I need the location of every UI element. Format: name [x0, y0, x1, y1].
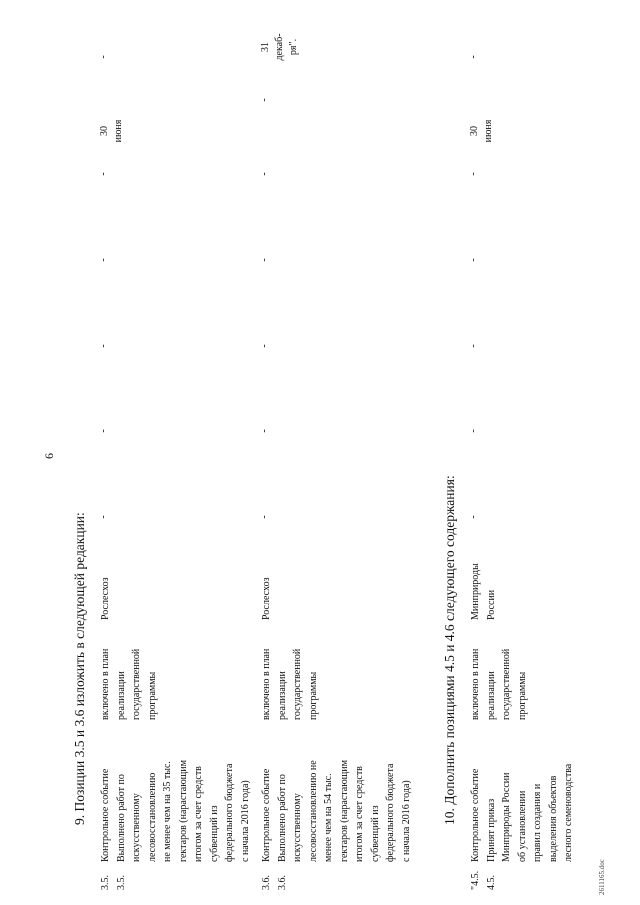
row-3-6-name: Контрольное событие Выполнено работ по искусственному лесовосстановлению не менее чем на 54 тыс. гектаров (нарастающим итогом за счет средств субвенций из федерального бюджета с начала 2016 года): [261, 759, 412, 862]
row-4-5-responsible: Минприроды России: [470, 563, 497, 620]
row-4-5-cell-6: -: [468, 55, 479, 59]
row-3-5-cell-1: -: [98, 515, 109, 519]
section-10-heading: 10. Дополнить позициями 4.5 и 4.6 следующего содержания:: [442, 475, 457, 825]
row-4-5-date: 30 июня: [469, 119, 494, 143]
row-3-5-cell-2: -: [98, 429, 109, 433]
row-3-6-cell-4: -: [259, 258, 270, 262]
row-4-5-cell-1: -: [468, 515, 479, 519]
row-3-5-document: включено в план реализации государственной программы: [100, 648, 158, 720]
row-3-5-cell-6: -: [98, 55, 109, 59]
row-4-5-name: Контрольное событие Принят приказ Минприроды России об установлении правил создания и выделения объектов лесного семеноводства: [470, 763, 574, 862]
row-3-5-name: Контрольное событие Выполнено работ по искусственному лесовосстановлению не менее чем на 35 тыс. гектаров (нарастающим итогом за счет средств субвенций из федерального бюджета с начала 2016 года): [100, 759, 251, 862]
row-3-6-cell-6: -: [259, 98, 270, 102]
row-4-5-cell-2: -: [468, 429, 479, 433]
row-3-6-number: 3.6. 3.6.: [261, 875, 288, 890]
row-3-5-cell-5: -: [98, 172, 109, 176]
section-9-heading: 9. Позиции 3.5 и 3.6 изложить в следующей редакции:: [72, 512, 87, 825]
row-4-5-cell-3: -: [468, 344, 479, 348]
row-4-5-cell-5: -: [468, 172, 479, 176]
row-3-6-cell-5: -: [259, 172, 270, 176]
row-3-5-responsible: Рослесхоз: [100, 577, 111, 620]
row-3-6-document: включено в план реализации государственной программы: [261, 648, 319, 720]
row-3-5-number: 3.5. 3.5.: [100, 875, 127, 890]
page-number: 6: [42, 453, 56, 459]
row-4-5-number: "4.5. 4.5.: [470, 870, 497, 890]
row-3-6-cell-2: -: [259, 429, 270, 433]
row-3-6-responsible: Рослесхоз: [261, 577, 272, 620]
row-3-5-cell-3: -: [98, 344, 109, 348]
row-4-5-cell-4: -: [468, 258, 479, 262]
row-4-5-document: включено в план реализации государственной программы: [470, 648, 528, 720]
row-3-5-cell-4: -: [98, 258, 109, 262]
row-3-6-date: 31 декаб- ря".: [260, 33, 299, 61]
file-footer: 2611165.doc: [598, 859, 606, 895]
row-3-6-cell-1: -: [259, 515, 270, 519]
row-3-6-cell-3: -: [259, 344, 270, 348]
row-3-5-date: 30 июня: [99, 119, 124, 143]
